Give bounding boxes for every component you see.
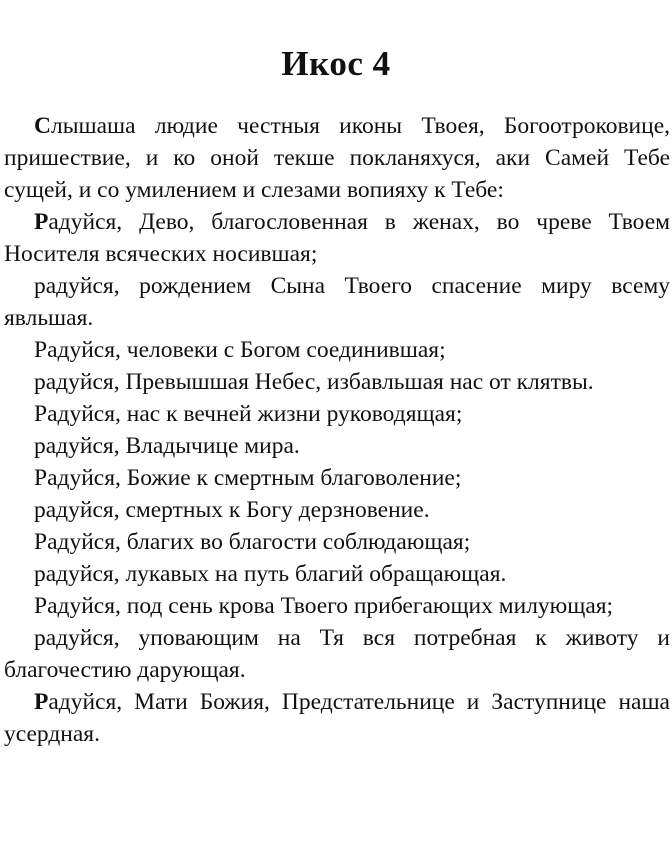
paragraph-text: радуйся, рождением Сына Твоего спасение миру всему явльшая. [4,273,670,331]
paragraph-salutation [4,206,670,270]
paragraph-text: адуйся, Дево, благословенная в женах, во чреве Твоем Носителя всяческих носившая; [4,209,670,267]
salutation-line [4,558,670,590]
paragraph-text: Радуйся, под сень крова Твоего прибегающих милующая; [34,593,614,619]
paragraph-intro [4,110,670,206]
paragraph-salutation [4,622,670,686]
paragraph-text: радуйся, смертных к Богу дерзновение. [34,497,430,523]
bold-initial: Р [34,689,49,715]
salutation-line [4,462,670,494]
paragraph-text: Радуйся, человеки с Богом соединившая; [34,337,446,363]
paragraph-text: Радуйся, нас к вечней жизни руководящая; [34,401,463,427]
page-title: Икос 4 [281,44,391,83]
paragraph-text: Радуйся, Божие к смертным благоволение; [34,465,462,491]
paragraph-salutation [4,270,670,334]
salutation-line [4,366,670,398]
bold-initial: Р [34,209,49,235]
salutation-line [4,398,670,430]
salutation-line [4,430,670,462]
bold-initial: С [34,113,51,139]
paragraph-text: радуйся, уповающим на Тя вся потребная к животу и благочестию дарующая. [4,625,670,683]
ikos-text [4,110,670,750]
paragraph-text: адуйся, Мати Божия, Предстательнице и Заступнице наша усердная. [4,689,670,747]
salutation-line [4,526,670,558]
salutation-line [4,590,670,622]
paragraph-text: радуйся, Превышшая Небес, избавльшая нас от клятвы. [34,369,594,395]
salutation-line [4,494,670,526]
paragraph-text: Радуйся, благих во благости соблюдающая; [34,529,471,555]
paragraph-text: лышаша людие честныя иконы Твоея, Богоотроковице, пришествие, и ко оной текше покланяхуся, аки Самей Тебе сущей, и со умилением и слезами вопияху к Тебе: [4,113,670,203]
salutation-line [4,334,670,366]
paragraph-closing [4,686,670,750]
paragraph-text: радуйся, лукавых на путь благий обращающая. [34,561,507,587]
paragraph-text: радуйся, Владычице мира. [34,433,300,459]
